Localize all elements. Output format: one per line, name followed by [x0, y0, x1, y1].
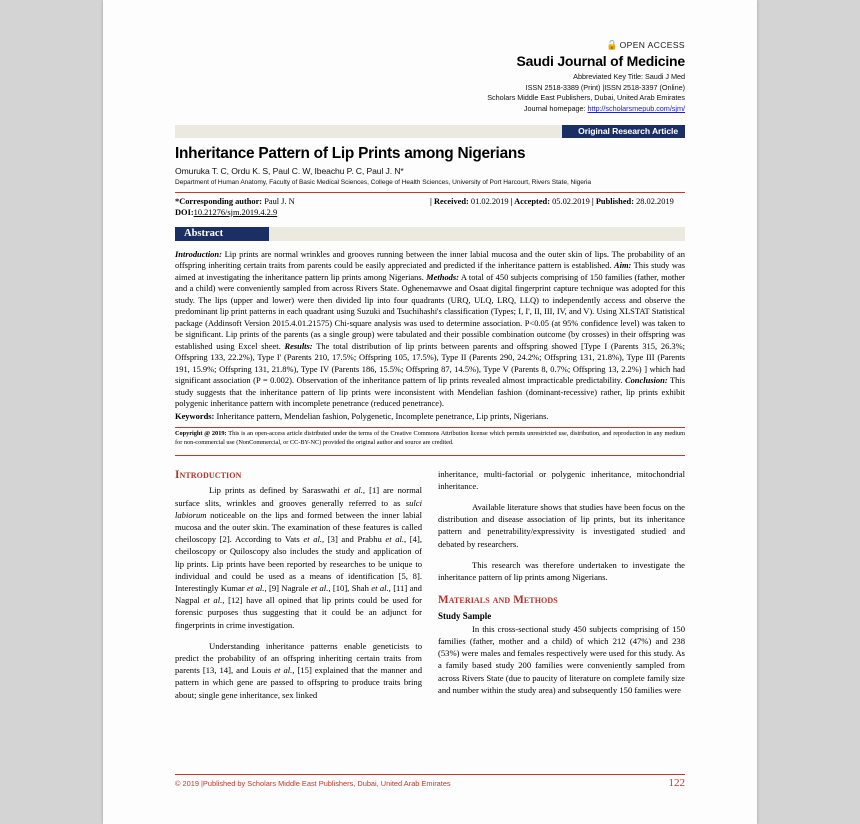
abstract-bar: [175, 227, 685, 241]
correspondence-left: [175, 196, 430, 218]
journal-publisher: Scholars Middle East Publishers, Dubai, United Arab Emirates: [487, 93, 685, 103]
abstract-aim-label: Aim:: [613, 260, 632, 271]
doi-line: [175, 207, 430, 218]
paragraph: This research was therefore undertaken to investigate the inheritance pattern of lip prints among Nigerians.: [438, 559, 685, 582]
page-content: [175, 40, 685, 701]
journal-homepage: [175, 104, 685, 113]
text-run: [9] Nagrale: [266, 583, 311, 594]
publication-dates: [430, 196, 685, 218]
abstract-heading: Abstract: [175, 227, 269, 241]
copyright-text: This is an open-access article distributed under the terms of the Creative Commons Attribution license which permits unrestricted use, distribution, and reproduction in any medium for non-commercial use (NonCommercial, or CC-BY-NC) provided the original author and source are credited.: [175, 430, 685, 446]
article-title: Inheritance Pattern of Lip Prints among Nigerians: [175, 145, 526, 163]
received-date: 01.02.2019: [470, 196, 509, 206]
journal-homepage-label: Journal homepage:: [523, 104, 588, 114]
column-right: [438, 468, 685, 701]
paragraph: In this cross-sectional study 450 subjects comprising of 150 families (father, mother and a child) of which 212 (47%) and 238 (53%) were males and females respectively were used for this study. As a family based study 200 families were conveniently sampled from across Rivers State (due to paucity of literature on complete family size and number within the study area) and subsequently 150 families were: [438, 623, 685, 695]
text-run-italic: et al.,: [343, 485, 366, 496]
accepted-label: | Accepted:: [510, 196, 550, 206]
corresponding-author-name: Paul J. N: [264, 196, 295, 206]
journal-masthead: [175, 40, 685, 113]
affiliation: Department of Human Anatomy, Faculty of Basic Medical Sciences, College of Health Sciences, University of Port Harcourt, Rivers State, Nigeria: [175, 178, 592, 186]
text-run-italic: et al.,: [385, 534, 407, 545]
text-run: [10], Shah: [330, 583, 372, 594]
paragraph: [175, 484, 422, 630]
accepted-date: 05.02.2019: [552, 196, 590, 206]
text-run: [4], cheiloscopy or Quiloscopy also includes the study and application of lip prints. Lip prints have been reported by researches to be unique to individual and could be used as a means of identification [5, 8]. Interestingly Kumar: [175, 534, 422, 594]
text-run-italic: et al.,: [203, 595, 225, 606]
footer-text: © 2019 |Published by Scholars Middle East Publishers, Dubai, United Arab Emirates: [175, 779, 451, 788]
open-access-line: [175, 40, 685, 51]
text-run: Lip prints as defined by Saraswathi: [209, 485, 344, 496]
corresponding-author-label: *Corresponding author:: [175, 196, 263, 206]
corresponding-author-line: [175, 196, 430, 207]
footer-rule: [175, 774, 685, 775]
text-run: [11] and Nagpal: [175, 583, 422, 606]
keywords-text: Inheritance pattern, Mendelian fashion, Polygenetic, Incomplete penetrance, Lip prints, Nigerians.: [214, 410, 549, 421]
text-run-italic: et al.,: [303, 534, 325, 545]
text-run: Understanding inheritance patterns enable geneticists to predict the probability of an offspring inheriting certain traits from parents [13, 14], and Louis: [175, 640, 422, 676]
divider-rule-top: [175, 192, 685, 193]
abstract-conclusion-label: Conclusion:: [624, 375, 668, 386]
text-run-italic: sulci labiorum: [175, 497, 422, 520]
correspondence-block: [175, 196, 685, 218]
journal-homepage-link[interactable]: http://scholarsmepub.com/sjm/: [587, 104, 685, 114]
abstract-conclusion-text: This study suggests that the inheritance pattern of lip prints were inconsistent with Mendelian fashion (dominant-recessive) rather, lip prints exhibit polygenic inheritance pattern with incomplete penetrance (reduced penetrance).: [175, 375, 685, 409]
received-label: | Received:: [430, 196, 469, 206]
column-left: [175, 468, 422, 701]
journal-abbrev: Abbreviated Key Title: Saudi J Med: [573, 72, 685, 82]
published-label: | Published:: [591, 196, 634, 206]
subsection-heading-study-sample: Study Sample: [438, 611, 492, 622]
text-run: [1] are normal surface slits, wrinkles and grooves generally referred to as: [175, 485, 422, 508]
abstract-results-text: The total distribution of lip prints between parents and offspring showed [Type I (Parents 315, 26.3%; Offspring 133, 22.2%), Type I' (Parents 210, 17.5%; Offspring 105, 17.5%), Type II (Parents 290, 24.2%; Offspring 131, 21.8%), Type III (Parents 191, 15.9%; Offspring 131, 21.8%), Type IV (Parents 186, 15.5%; Offspring 87, 14.5%), Type V (Parents 8, 0.7%; Offspring 13, 2.2%) ] which had significant association (P = 0.002). Observation of the inheritance pattern of lip prints revealed almost impracticable predictability.: [175, 340, 685, 386]
text-run-italic: et al.,: [247, 583, 267, 594]
paragraph: [175, 640, 422, 701]
journal-issn: ISSN 2518-3389 (Print) |ISSN 2518-3397 (Online): [525, 82, 685, 92]
text-run: [15] explained that the manner and pattern in which gene are passed to offspring to produce traits bring about; single gene inheritance, sex linked: [175, 665, 422, 700]
body-columns: [175, 468, 685, 701]
text-run: [12] have all opined that lip prints could be used for forensic purposes thus suggesting that it could be an adjunct for fingerprints in crime investigation.: [175, 595, 422, 630]
abstract-methods-label: Methods:: [426, 271, 459, 282]
text-run-italic: et al.,: [310, 583, 331, 594]
keywords-label: Keywords:: [175, 410, 215, 421]
abstract-results-label: Results:: [284, 340, 313, 351]
abstract-intro-text: Lip prints are normal wrinkles and grooves running between the inner labial mucosa and the outer skin of lips. The probability of an offspring inheriting certain traits from parents could be easily appreciated and predicted if the inheritance pattern is established.: [175, 248, 685, 271]
abstract-intro-label: Introduction:: [175, 248, 222, 259]
paper-page: [103, 0, 757, 824]
copyright-rule-bottom: [175, 455, 685, 456]
doi-value[interactable]: 10.21276/sjm.2019.4.2.9: [193, 207, 278, 217]
abstract-methods-text: A total of 450 subjects comprising of 150 families (father, mother and a child) were conveniently sampled from across Rivers State. Oghenemavwe and Osaat digital fingerprint capture technique was adopted for this study. The lips (upper and lower) were then divided lip into four quadrants (URQ, ULQ, LRQ, LLQ) to independently access and observe the predominant lip print patterns in each quadrant using Suzuki and Tsuchihashi's classification (Types; I, I', II, III, IV, and V). Using XLSTAT Statistical package (Addinsoft Version 2015.4.01.21575) Chi-square analysis was used to determine association. P<0.05 (at 95% confidence level) was taken to be significant. Lip prints of the parents (as a single group) were tabulated and their possible combination outcome (by crosses) in their offspring was established using Excel sheet.: [175, 271, 685, 351]
section-heading-introduction: Introduction: [175, 468, 242, 481]
paragraph: inheritance, multi-factorial or polygenic inheritance, mitochondrial inheritance.: [438, 468, 685, 491]
keywords-line: [175, 411, 685, 422]
copyright-block: [175, 428, 685, 449]
text-run-italic: et al.,: [371, 583, 391, 594]
copyright-label: Copyright @ 2019:: [175, 430, 227, 438]
doi-label: DOI:: [175, 207, 194, 217]
text-run-italic: et al.,: [274, 665, 295, 676]
article-type-badge: Original Research Article: [562, 125, 685, 138]
paragraph: Available literature shows that studies have been focus on the distribution and disease association of lip prints, but its inheritance pattern and penetrability/expressivity is investigated studied and debated by researchers.: [438, 501, 685, 549]
abstract-body: [175, 249, 685, 410]
unlock-icon: 🔓: [606, 40, 618, 50]
page-footer: [175, 777, 685, 789]
open-access-label: OPEN ACCESS: [619, 40, 685, 50]
article-type-bar: [175, 125, 685, 138]
section-heading-materials-and-methods: Materials and Methods: [438, 594, 558, 607]
published-date: 28.02.2019: [636, 196, 674, 206]
author-list: Omuruka T. C, Ordu K. S, Paul C. W, Ibeachu P. C, Paul J. N*: [175, 166, 404, 177]
page-number: 122: [668, 777, 685, 789]
text-run: noticeable on the lips and formed between the inner labial mucosa and the outer skin. The examination of these features is called cheiloscopy [2]. According to Vats: [175, 509, 422, 545]
abstract-aim-text: This study was aimed at investigating the inheritance pattern lip prints among Nigerians.: [175, 260, 685, 282]
text-run: [3] and Prabhu: [324, 534, 386, 545]
journal-title: Saudi Journal of Medicine: [516, 53, 685, 70]
